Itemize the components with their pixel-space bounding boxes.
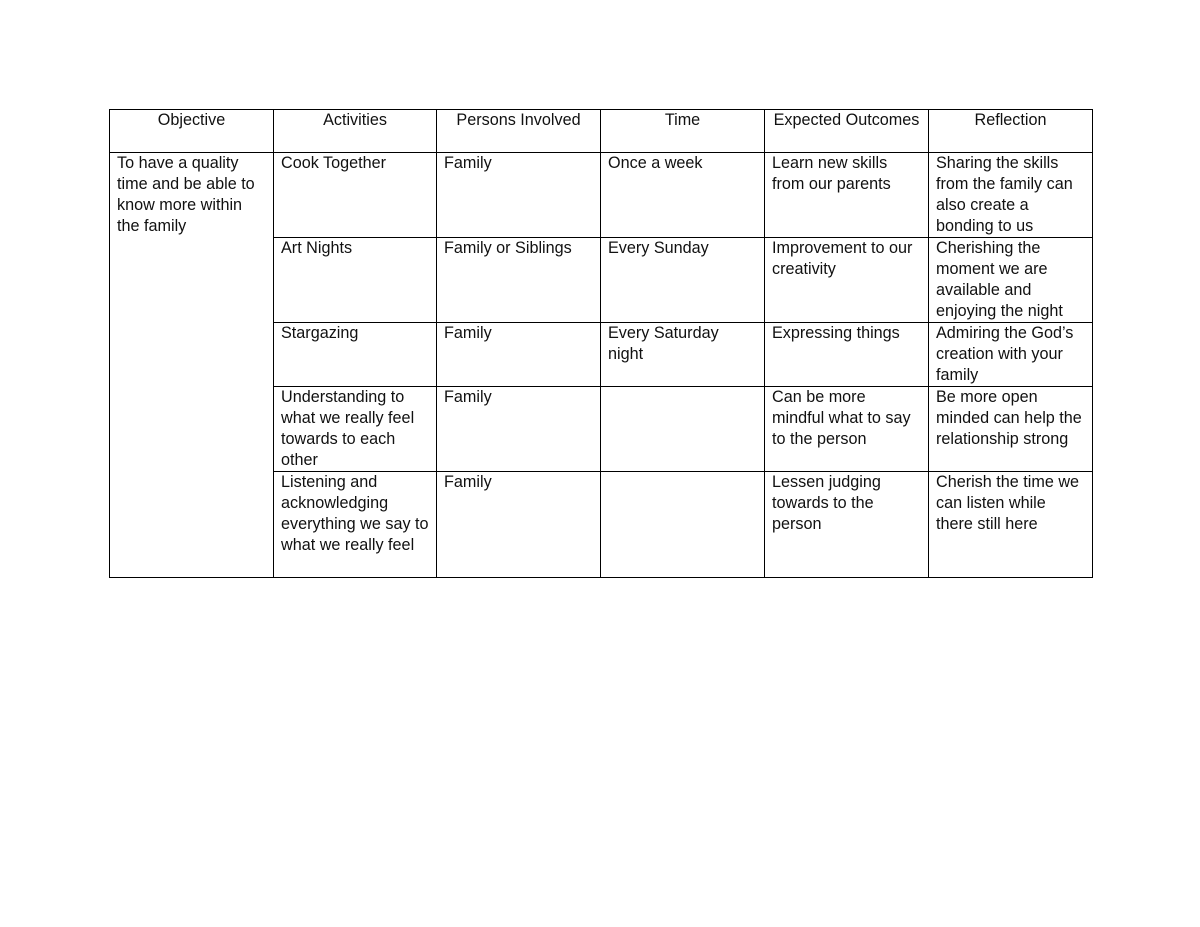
- persons-cell: Family: [437, 387, 601, 472]
- time-cell: Every Sunday: [601, 238, 765, 323]
- outcome-cell: Lessen judging towards to the person: [765, 472, 929, 578]
- activity-cell: Art Nights: [274, 238, 437, 323]
- header-persons-involved: Persons Involved: [437, 110, 601, 153]
- persons-cell: Family or Siblings: [437, 238, 601, 323]
- reflection-cell: Be more open minded can help the relationship strong: [929, 387, 1093, 472]
- activity-cell: Listening and acknowledging everything we say to what we really feel: [274, 472, 437, 578]
- outcome-cell: Improvement to our creativity: [765, 238, 929, 323]
- outcome-cell: Learn new skills from our parents: [765, 153, 929, 238]
- reflection-cell: Cherish the time we can listen while there still here: [929, 472, 1093, 578]
- activity-cell: Understanding to what we really feel towards to each other: [274, 387, 437, 472]
- header-activities: Activities: [274, 110, 437, 153]
- activity-cell: Cook Together: [274, 153, 437, 238]
- time-cell: [601, 387, 765, 472]
- objective-cell: To have a quality time and be able to know more within the family: [110, 153, 274, 578]
- time-cell: Once a week: [601, 153, 765, 238]
- activity-cell: Stargazing: [274, 323, 437, 387]
- header-time: Time: [601, 110, 765, 153]
- reflection-cell: Admiring the God’s creation with your family: [929, 323, 1093, 387]
- reflection-cell: Sharing the skills from the family can also create a bonding to us: [929, 153, 1093, 238]
- header-objective: Objective: [110, 110, 274, 153]
- outcome-cell: Can be more mindful what to say to the person: [765, 387, 929, 472]
- reflection-cell: Cherishing the moment we are available and enjoying the night: [929, 238, 1093, 323]
- persons-cell: Family: [437, 153, 601, 238]
- table-header-row: [110, 110, 1093, 153]
- time-cell: [601, 472, 765, 578]
- time-cell: Every Saturday night: [601, 323, 765, 387]
- persons-cell: Family: [437, 323, 601, 387]
- outcome-cell: Expressing things: [765, 323, 929, 387]
- header-expected-outcomes: Expected Outcomes: [765, 110, 929, 153]
- header-reflection: Reflection: [929, 110, 1093, 153]
- activity-plan-table: [109, 109, 1093, 578]
- table-row: [110, 153, 1093, 238]
- persons-cell: Family: [437, 472, 601, 578]
